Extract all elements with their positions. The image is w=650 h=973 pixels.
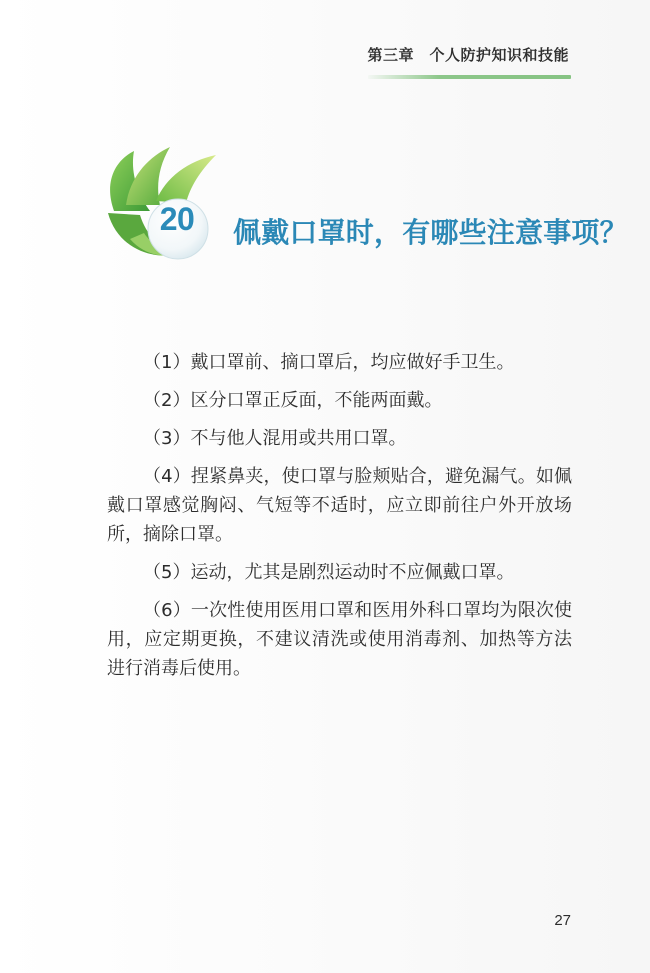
answer-item-2: （2）区分口罩正反面，不能两面戴。 <box>143 390 443 411</box>
answer-item-1: （1）戴口罩前、摘口罩后，均应做好手卫生。 <box>143 352 515 373</box>
chapter-header: 第三章 个人防护知识和技能 <box>367 46 569 64</box>
answer-item-6: （6）一次性使用医用口罩和医用外科口罩均为限次使用，应定期更换，不建议清洗或使用消毒剂、加热等方法进行消毒后使用。 <box>107 600 572 679</box>
answer-item-3: （3）不与他人混用或共用口罩。 <box>143 428 407 449</box>
question-number: 20 <box>159 201 195 237</box>
answer-item-4: （4）捏紧鼻夹，使口罩与脸颊贴合，避免漏气。如佩戴口罩感觉胸闷、气短等不适时，应立即前往户外开放场所，摘除口罩。 <box>107 466 572 545</box>
question-title: 佩戴口罩时，有哪些注意事项？ <box>233 216 628 249</box>
page-number: 27 <box>554 912 571 929</box>
answer-content <box>107 348 572 692</box>
answer-item-5: （5）运动，尤其是剧烈运动时不应佩戴口罩。 <box>143 562 515 583</box>
header-rule <box>368 75 571 79</box>
